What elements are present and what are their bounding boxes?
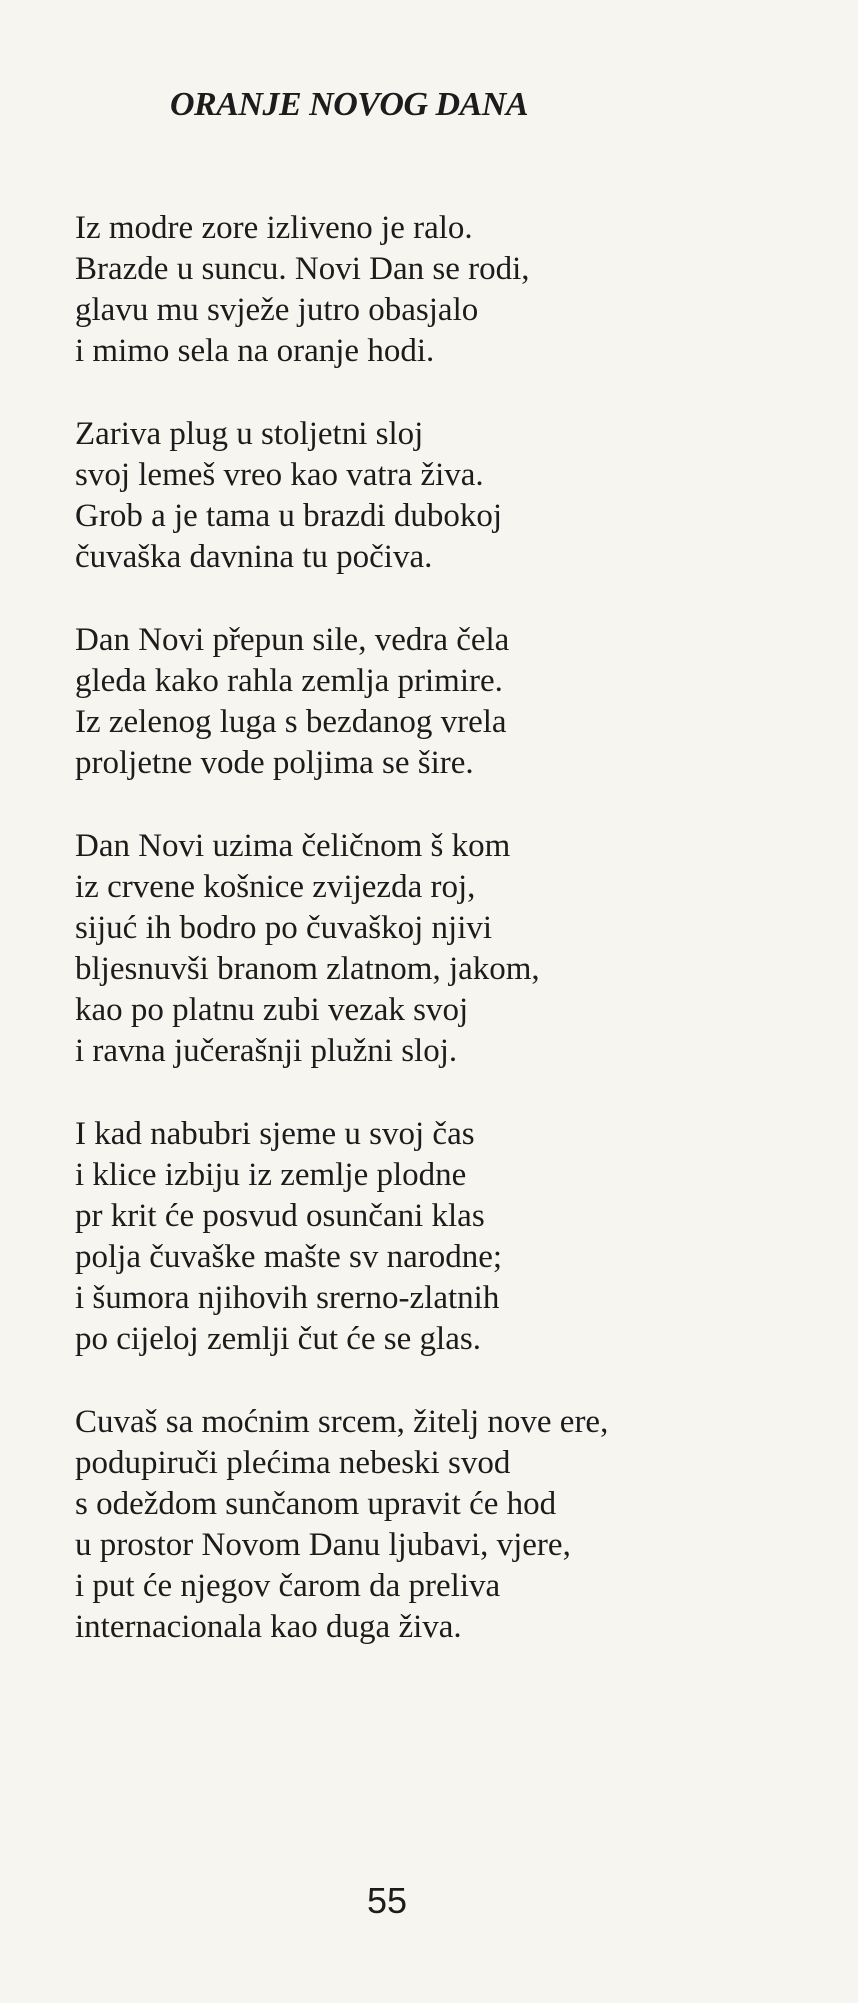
stanza-1 (75, 208, 805, 372)
poem-line: polja čuvaške mašte sv narodne; (75, 1239, 503, 1275)
stanza-4 (75, 826, 805, 1072)
poem-line: i klice izbiju iz zemlje plodne (75, 1157, 467, 1193)
stanza-6 (75, 1402, 805, 1648)
poem-line: svoj lemeš vreo kao vatra živa. (75, 457, 484, 493)
poem-line: bljesnuvši branom zlatnom, jakom, (75, 951, 540, 987)
stanza-2 (75, 414, 805, 578)
poem-line: gleda kako rahla zemlja primire. (75, 663, 503, 699)
poem-line: internacionala kao duga živa. (75, 1609, 462, 1645)
poem-line: čuvaška davnina tu počiva. (75, 539, 433, 575)
poem-line: po cijeloj zemlji čut će se glas. (75, 1321, 481, 1357)
poem-line: pr krit će posvud osunčani klas (75, 1198, 485, 1234)
poem-body (75, 208, 805, 1690)
poem-line: Dan Novi uzima čeličnom š kom (75, 828, 511, 864)
poem-line: Brazde u suncu. Novi Dan se rodi, (75, 251, 530, 287)
poem-line: i put će njegov čarom da preliva (75, 1568, 501, 1604)
poem-line: Cuvaš sa moćnim srcem, žitelj nove ere, (75, 1404, 609, 1440)
stanza-5 (75, 1114, 805, 1360)
poem-line: podupiruči plećima nebeski svod (75, 1445, 511, 1481)
poem-line: glavu mu svježe jutro obasjalo (75, 292, 479, 328)
poem-line: I kad nabubri sjeme u svoj čas (75, 1116, 475, 1152)
poem-line: Dan Novi přepun sile, vedra čela (75, 622, 510, 658)
poem-line: Zariva plug u stoljetni sloj (75, 416, 424, 452)
poem-line: iz crvene košnice zvijezda roj, (75, 869, 476, 905)
poem-line: i ravna jučerašnji plužni sloj. (75, 1033, 458, 1069)
poem-title: ORANJE NOVOG DANA (170, 86, 528, 123)
poem-line: i mimo sela na oranje hodi. (75, 333, 435, 369)
poem-line: Grob a je tama u brazdi dubokoj (75, 498, 503, 534)
poem-line: i šumora njihovih srerno-zlatnih (75, 1280, 500, 1316)
page-number: 55 (367, 1880, 408, 1921)
poem-line: Iz zelenog luga s bezdanog vrela (75, 704, 507, 740)
poem-line: u prostor Novom Danu ljubavi, vjere, (75, 1527, 571, 1563)
poem-line: proljetne vode poljima se šire. (75, 745, 474, 781)
poem-line: Iz modre zore izliveno je ralo. (75, 210, 473, 246)
poem-line: s odeždom sunčanom upravit će hod (75, 1486, 557, 1522)
stanza-3 (75, 620, 805, 784)
poem-line: sijuć ih bodro po čuvaškoj njivi (75, 910, 493, 946)
poem-line: kao po platnu zubi vezak svoj (75, 992, 469, 1028)
